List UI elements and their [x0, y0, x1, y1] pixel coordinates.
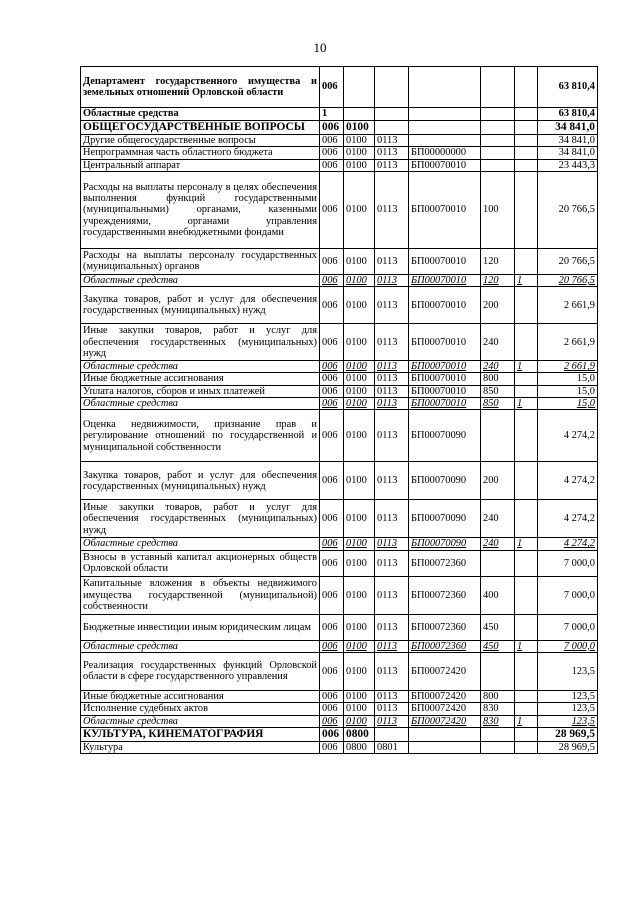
table-row [81, 690, 598, 702]
row-subsection-cell: 0113 [375, 576, 409, 614]
row-target-article-cell: БП00072360 [409, 550, 481, 576]
row-target-article-cell: БП00072360 [409, 640, 481, 652]
row-target-article-cell: БП00072420 [409, 652, 481, 690]
row-source-cell [515, 652, 538, 690]
row-grbs-cell: 006 [320, 410, 344, 462]
row-source-cell [515, 67, 538, 108]
row-source-cell: 1 [515, 538, 538, 550]
row-grbs-cell: 006 [320, 135, 344, 147]
row-source-cell [515, 324, 538, 361]
row-subsection-cell [375, 108, 409, 121]
row-section-cell: 0100 [344, 410, 375, 462]
row-name-cell: Иные закупки товаров, работ и услуг для обеспечения государственных (муниципальных) нужд [81, 500, 320, 538]
row-amount-cell: 28 969,5 [538, 727, 598, 741]
row-grbs-cell: 006 [320, 385, 344, 397]
row-target-article-cell [409, 108, 481, 121]
row-amount-cell: 23 443,3 [538, 159, 598, 171]
row-name-cell: Закупка товаров, работ и услуг для обеспечения государственных (муниципальных) нужд [81, 462, 320, 500]
row-source-cell [515, 248, 538, 274]
row-name-cell: Закупка товаров, работ и услуг для обеспечения государственных (муниципальных) нужд [81, 287, 320, 324]
table-row [81, 727, 598, 741]
row-amount-cell: 63 810,4 [538, 67, 598, 108]
table-row [81, 274, 598, 286]
row-expense-type-cell [481, 652, 515, 690]
row-section-cell: 0100 [344, 171, 375, 248]
row-target-article-cell: БП00070010 [409, 248, 481, 274]
row-name-cell: Расходы на выплаты персоналу в целях обеспечения выполнения функций государственными (муниципальными) органами, казенными учреждениями, органами управления государственными внебюджетными фондами [81, 171, 320, 248]
row-amount-cell: 7 000,0 [538, 640, 598, 652]
row-source-cell: 1 [515, 361, 538, 373]
row-name-cell: Исполнение судебных актов [81, 703, 320, 715]
row-subsection-cell: 0113 [375, 652, 409, 690]
row-amount-cell: 34 841,0 [538, 121, 598, 135]
row-target-article-cell: БП00070090 [409, 410, 481, 462]
table-row [81, 500, 598, 538]
row-subsection-cell: 0113 [375, 248, 409, 274]
row-section-cell: 0100 [344, 248, 375, 274]
row-grbs-cell: 006 [320, 248, 344, 274]
table-row [81, 67, 598, 108]
row-section-cell: 0100 [344, 274, 375, 286]
row-subsection-cell: 0113 [375, 159, 409, 171]
row-subsection-cell: 0113 [375, 274, 409, 286]
row-name-cell: Оценка недвижимости, признание прав и регулирование отношений по государственной и муниципальной собственности [81, 410, 320, 462]
row-section-cell: 0100 [344, 324, 375, 361]
row-source-cell [515, 385, 538, 397]
row-subsection-cell: 0113 [375, 715, 409, 727]
row-amount-cell: 34 841,0 [538, 135, 598, 147]
row-subsection-cell: 0113 [375, 287, 409, 324]
row-section-cell: 0100 [344, 703, 375, 715]
row-amount-cell: 123,5 [538, 652, 598, 690]
row-expense-type-cell [481, 741, 515, 753]
table-row [81, 121, 598, 135]
row-amount-cell: 2 661,9 [538, 361, 598, 373]
row-section-cell: 0100 [344, 147, 375, 159]
row-source-cell [515, 287, 538, 324]
row-section-cell: 0100 [344, 576, 375, 614]
table-row [81, 287, 598, 324]
row-grbs-cell: 006 [320, 703, 344, 715]
row-section-cell: 0100 [344, 373, 375, 385]
table-row [81, 550, 598, 576]
row-subsection-cell: 0113 [375, 538, 409, 550]
table-row [81, 159, 598, 171]
row-grbs-cell: 006 [320, 741, 344, 753]
row-amount-cell: 123,5 [538, 690, 598, 702]
row-source-cell: 1 [515, 640, 538, 652]
row-section-cell: 0100 [344, 398, 375, 410]
row-amount-cell: 20 766,5 [538, 171, 598, 248]
row-section-cell [344, 108, 375, 121]
row-section-cell: 0100 [344, 159, 375, 171]
row-source-cell [515, 576, 538, 614]
row-section-cell: 0100 [344, 121, 375, 135]
row-name-cell: Областные средства [81, 108, 320, 121]
row-target-article-cell: БП00070010 [409, 373, 481, 385]
row-source-cell [515, 121, 538, 135]
row-target-article-cell: БП00000000 [409, 147, 481, 159]
table-row [81, 538, 598, 550]
row-section-cell: 0100 [344, 640, 375, 652]
row-expense-type-cell: 450 [481, 614, 515, 640]
row-subsection-cell: 0113 [375, 385, 409, 397]
row-source-cell [515, 690, 538, 702]
row-section-cell: 0100 [344, 385, 375, 397]
row-grbs-cell: 006 [320, 640, 344, 652]
row-expense-type-cell [481, 108, 515, 121]
row-target-article-cell: БП00072360 [409, 614, 481, 640]
row-amount-cell: 7 000,0 [538, 550, 598, 576]
row-source-cell [515, 703, 538, 715]
row-target-article-cell: БП00072420 [409, 690, 481, 702]
row-expense-type-cell [481, 121, 515, 135]
row-subsection-cell: 0113 [375, 550, 409, 576]
table-row [81, 385, 598, 397]
row-source-cell [515, 727, 538, 741]
row-name-cell: Департамент государственного имущества и земельных отношений Орловской области [81, 67, 320, 108]
row-subsection-cell: 0801 [375, 741, 409, 753]
row-expense-type-cell: 200 [481, 462, 515, 500]
row-source-cell [515, 159, 538, 171]
row-expense-type-cell [481, 727, 515, 741]
row-subsection-cell: 0113 [375, 171, 409, 248]
row-name-cell: Непрограммная часть областного бюджета [81, 147, 320, 159]
table-row [81, 398, 598, 410]
row-amount-cell: 15,0 [538, 398, 598, 410]
row-expense-type-cell: 850 [481, 398, 515, 410]
row-name-cell: Культура [81, 741, 320, 753]
row-subsection-cell [375, 121, 409, 135]
table-row [81, 135, 598, 147]
row-amount-cell: 4 274,2 [538, 538, 598, 550]
row-expense-type-cell: 400 [481, 576, 515, 614]
row-source-cell [515, 410, 538, 462]
row-name-cell: Бюджетные инвестиции иным юридическим лицам [81, 614, 320, 640]
row-expense-type-cell: 830 [481, 703, 515, 715]
row-section-cell: 0100 [344, 614, 375, 640]
row-expense-type-cell: 800 [481, 690, 515, 702]
row-grbs-cell: 006 [320, 361, 344, 373]
row-amount-cell: 28 969,5 [538, 741, 598, 753]
row-expense-type-cell [481, 159, 515, 171]
row-subsection-cell: 0113 [375, 703, 409, 715]
row-subsection-cell [375, 67, 409, 108]
table-row [81, 462, 598, 500]
table-row [81, 410, 598, 462]
row-expense-type-cell: 120 [481, 274, 515, 286]
row-name-cell: Областные средства [81, 715, 320, 727]
row-source-cell: 1 [515, 398, 538, 410]
row-expense-type-cell [481, 147, 515, 159]
row-subsection-cell: 0113 [375, 410, 409, 462]
row-section-cell [344, 67, 375, 108]
row-expense-type-cell [481, 135, 515, 147]
table-row [81, 147, 598, 159]
budget-table [80, 66, 598, 754]
row-expense-type-cell [481, 67, 515, 108]
row-amount-cell: 15,0 [538, 373, 598, 385]
row-name-cell: Областные средства [81, 640, 320, 652]
row-expense-type-cell: 850 [481, 385, 515, 397]
row-section-cell: 0800 [344, 741, 375, 753]
row-name-cell: Уплата налогов, сборов и иных платежей [81, 385, 320, 397]
row-amount-cell: 15,0 [538, 385, 598, 397]
row-grbs-cell: 006 [320, 121, 344, 135]
table-row [81, 171, 598, 248]
table-row [81, 108, 598, 121]
row-target-article-cell: БП00070010 [409, 324, 481, 361]
row-subsection-cell: 0113 [375, 500, 409, 538]
row-section-cell: 0100 [344, 500, 375, 538]
table-row [81, 248, 598, 274]
row-grbs-cell: 006 [320, 147, 344, 159]
row-grbs-cell: 006 [320, 462, 344, 500]
row-source-cell [515, 614, 538, 640]
row-target-article-cell: БП00072420 [409, 703, 481, 715]
row-expense-type-cell [481, 410, 515, 462]
row-amount-cell: 7 000,0 [538, 576, 598, 614]
row-grbs-cell: 006 [320, 614, 344, 640]
row-grbs-cell: 006 [320, 274, 344, 286]
table-row [81, 640, 598, 652]
row-section-cell: 0100 [344, 715, 375, 727]
row-expense-type-cell: 240 [481, 324, 515, 361]
table-row [81, 373, 598, 385]
row-expense-type-cell: 200 [481, 287, 515, 324]
row-section-cell: 0100 [344, 287, 375, 324]
row-amount-cell: 4 274,2 [538, 500, 598, 538]
row-section-cell: 0100 [344, 652, 375, 690]
row-name-cell: Реализация государственных функций Орловской области в сфере государственного управления [81, 652, 320, 690]
row-expense-type-cell: 450 [481, 640, 515, 652]
row-subsection-cell: 0113 [375, 373, 409, 385]
row-amount-cell: 34 841,0 [538, 147, 598, 159]
row-section-cell: 0100 [344, 361, 375, 373]
row-subsection-cell: 0113 [375, 361, 409, 373]
row-grbs-cell: 006 [320, 287, 344, 324]
row-amount-cell: 20 766,5 [538, 248, 598, 274]
row-expense-type-cell: 800 [481, 373, 515, 385]
row-name-cell: Взносы в уставный капитал акционерных обществ Орловской области [81, 550, 320, 576]
row-target-article-cell: БП00070010 [409, 361, 481, 373]
row-source-cell [515, 135, 538, 147]
row-name-cell: Иные закупки товаров, работ и услуг для обеспечения государственных (муниципальных) нужд [81, 324, 320, 361]
row-grbs-cell: 006 [320, 652, 344, 690]
row-target-article-cell [409, 67, 481, 108]
table-row [81, 703, 598, 715]
row-source-cell [515, 373, 538, 385]
row-target-article-cell: БП00070010 [409, 274, 481, 286]
row-target-article-cell: БП00070090 [409, 500, 481, 538]
row-grbs-cell: 006 [320, 398, 344, 410]
row-grbs-cell: 006 [320, 500, 344, 538]
row-target-article-cell: БП00070090 [409, 462, 481, 500]
row-name-cell: Капитальные вложения в объекты недвижимого имущества государственной (муниципальной) собственности [81, 576, 320, 614]
row-amount-cell: 2 661,9 [538, 324, 598, 361]
row-source-cell: 1 [515, 274, 538, 286]
row-grbs-cell: 006 [320, 324, 344, 361]
row-grbs-cell: 006 [320, 67, 344, 108]
row-subsection-cell: 0113 [375, 614, 409, 640]
row-subsection-cell [375, 727, 409, 741]
row-grbs-cell: 006 [320, 550, 344, 576]
row-grbs-cell: 006 [320, 576, 344, 614]
row-expense-type-cell [481, 550, 515, 576]
table-row [81, 361, 598, 373]
row-target-article-cell: БП00070010 [409, 171, 481, 248]
row-target-article-cell: БП00070010 [409, 385, 481, 397]
row-grbs-cell: 006 [320, 727, 344, 741]
row-subsection-cell: 0113 [375, 640, 409, 652]
row-subsection-cell: 0113 [375, 690, 409, 702]
row-grbs-cell: 006 [320, 690, 344, 702]
row-name-cell: Расходы на выплаты персоналу государственных (муниципальных) органов [81, 248, 320, 274]
row-target-article-cell: БП00070010 [409, 398, 481, 410]
row-subsection-cell: 0113 [375, 147, 409, 159]
table-row [81, 324, 598, 361]
row-amount-cell: 63 810,4 [538, 108, 598, 121]
row-name-cell: Центральный аппарат [81, 159, 320, 171]
row-expense-type-cell: 240 [481, 361, 515, 373]
table-row [81, 652, 598, 690]
row-source-cell [515, 462, 538, 500]
row-amount-cell: 4 274,2 [538, 410, 598, 462]
row-subsection-cell: 0113 [375, 135, 409, 147]
row-name-cell: Областные средства [81, 361, 320, 373]
row-source-cell [515, 108, 538, 121]
row-name-cell: Иные бюджетные ассигнования [81, 373, 320, 385]
row-subsection-cell: 0113 [375, 398, 409, 410]
row-source-cell [515, 550, 538, 576]
row-name-cell: Другие общегосударственные вопросы [81, 135, 320, 147]
table-row [81, 614, 598, 640]
row-grbs-cell: 1 [320, 108, 344, 121]
row-subsection-cell: 0113 [375, 324, 409, 361]
row-source-cell [515, 147, 538, 159]
row-section-cell: 0800 [344, 727, 375, 741]
table-row [81, 715, 598, 727]
row-section-cell: 0100 [344, 538, 375, 550]
row-section-cell: 0100 [344, 462, 375, 500]
row-amount-cell: 2 661,9 [538, 287, 598, 324]
row-section-cell: 0100 [344, 135, 375, 147]
row-grbs-cell: 006 [320, 171, 344, 248]
budget-table-body [81, 67, 598, 754]
row-amount-cell: 7 000,0 [538, 614, 598, 640]
row-target-article-cell: БП00070010 [409, 159, 481, 171]
row-amount-cell: 123,5 [538, 703, 598, 715]
table-row [81, 576, 598, 614]
row-target-article-cell [409, 135, 481, 147]
row-name-cell: Иные бюджетные ассигнования [81, 690, 320, 702]
table-row [81, 741, 598, 753]
row-expense-type-cell: 240 [481, 538, 515, 550]
row-section-cell: 0100 [344, 690, 375, 702]
row-grbs-cell: 006 [320, 538, 344, 550]
row-source-cell [515, 500, 538, 538]
row-amount-cell: 20 766,5 [538, 274, 598, 286]
row-grbs-cell: 006 [320, 373, 344, 385]
row-expense-type-cell: 100 [481, 171, 515, 248]
row-target-article-cell: БП00070090 [409, 538, 481, 550]
row-expense-type-cell: 120 [481, 248, 515, 274]
row-name-cell: Областные средства [81, 398, 320, 410]
page-number: 10 [313, 40, 327, 55]
row-grbs-cell: 006 [320, 159, 344, 171]
row-target-article-cell: БП00072420 [409, 715, 481, 727]
row-name-cell: Областные средства [81, 538, 320, 550]
row-expense-type-cell: 240 [481, 500, 515, 538]
row-target-article-cell [409, 121, 481, 135]
row-source-cell: 1 [515, 715, 538, 727]
row-target-article-cell: БП00070010 [409, 287, 481, 324]
row-subsection-cell: 0113 [375, 462, 409, 500]
row-expense-type-cell: 830 [481, 715, 515, 727]
row-target-article-cell: БП00072360 [409, 576, 481, 614]
row-grbs-cell: 006 [320, 715, 344, 727]
row-target-article-cell [409, 727, 481, 741]
row-target-article-cell [409, 741, 481, 753]
row-source-cell [515, 741, 538, 753]
row-amount-cell: 4 274,2 [538, 462, 598, 500]
row-name-cell: ОБЩЕГОСУДАРСТВЕННЫЕ ВОПРОСЫ [81, 121, 320, 135]
row-source-cell [515, 171, 538, 248]
row-name-cell: Областные средства [81, 274, 320, 286]
row-amount-cell: 123,5 [538, 715, 598, 727]
row-section-cell: 0100 [344, 550, 375, 576]
row-name-cell: КУЛЬТУРА, КИНЕМАТОГРАФИЯ [81, 727, 320, 741]
